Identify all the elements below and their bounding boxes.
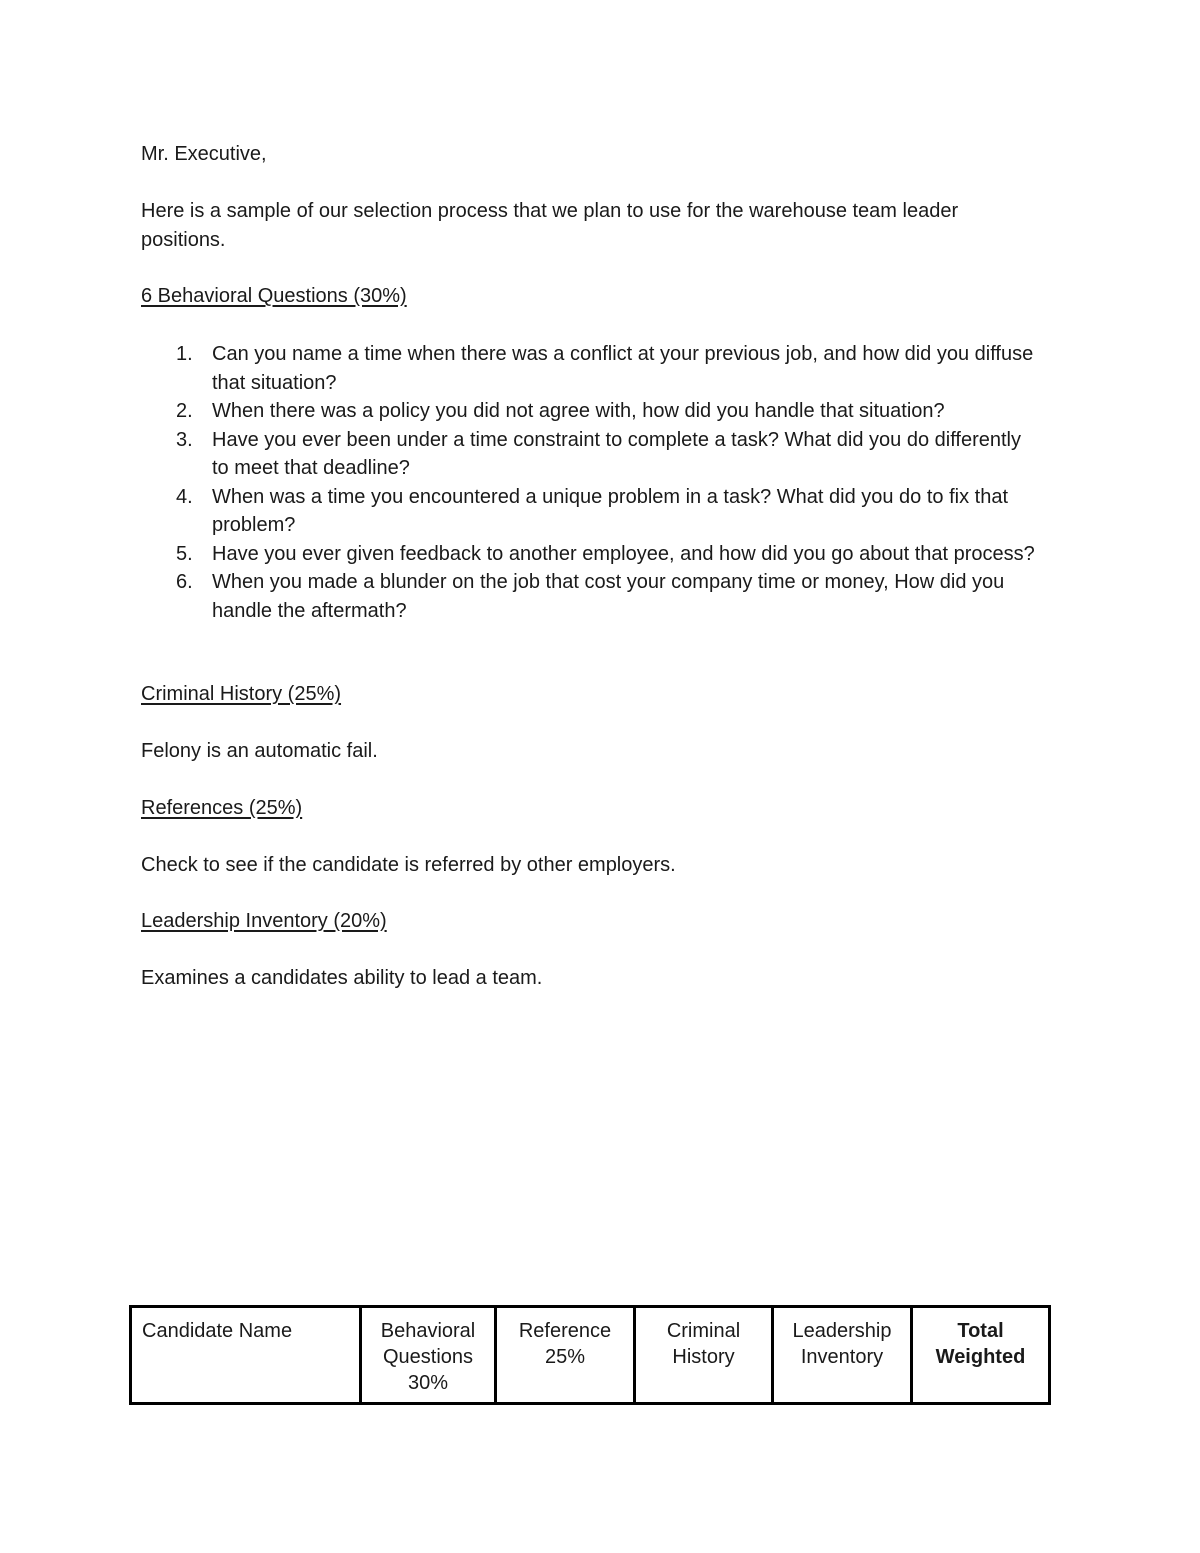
salutation: Mr. Executive, (141, 143, 267, 165)
question-text: When there was a policy you did not agree with, how did you handle that situation? (212, 400, 945, 422)
references-text: Check to see if the candidate is referred by other employers. (141, 854, 676, 876)
question-text: Have you ever given feedback to another employee, and how did you go about that process? (212, 542, 1035, 565)
criminal-text: Felony is an automatic fail. (141, 740, 378, 762)
leadership-text: Examines a candidates ability to lead a team. (141, 967, 543, 989)
question-item (141, 568, 1041, 625)
header-candidate-name: Candidate Name (131, 1307, 361, 1404)
question-item (141, 397, 1041, 426)
header-reference: Reference 25% (496, 1307, 635, 1404)
question-text: Have you ever been under a time constraint to complete a task? What did you do differently to meet that deadline? (212, 428, 1021, 479)
behavioral-heading (141, 282, 1041, 311)
question-item (141, 483, 1041, 540)
header-criminal-history: Criminal History (635, 1307, 773, 1404)
behavioral-questions-list (141, 340, 1041, 625)
references-heading (141, 794, 1041, 823)
header-behavioral-questions: Behavioral Questions 30% (361, 1307, 496, 1404)
question-item (141, 340, 1041, 397)
table-header-row (131, 1307, 1050, 1404)
question-text: When was a time you encountered a unique problem in a task? What did you do to fix that problem? (212, 485, 1009, 536)
question-item (141, 426, 1041, 483)
leadership-heading (141, 907, 1041, 936)
leadership-heading-text: Leadership Inventory (20%) (141, 910, 387, 932)
question-item (141, 540, 1041, 569)
question-number: 1. (176, 343, 193, 365)
candidate-score-table (129, 1305, 1051, 1405)
behavioral-heading-text: 6 Behavioral Questions (30%) (141, 285, 407, 307)
question-text: Can you name a time when there was a conflict at your previous job, and how did you diffuse that situation? (212, 343, 1034, 394)
question-number: 3. (176, 428, 193, 451)
criminal-heading-text: Criminal History (25%) (141, 683, 342, 705)
header-total-weighted: Total Weighted (912, 1307, 1050, 1404)
question-number: 2. (176, 400, 193, 422)
question-number: 6. (176, 571, 193, 593)
criminal-heading (141, 680, 1041, 709)
intro-paragraph: Here is a sample of our selection process that we plan to use for the warehouse team leader positions. (141, 200, 959, 251)
references-heading-text: References (25%) (141, 797, 303, 819)
header-leadership-inventory: Leadership Inventory (773, 1307, 912, 1404)
question-text: When you made a blunder on the job that cost your company time or money, How did you handle the aftermath? (212, 571, 1005, 622)
question-number: 5. (176, 542, 193, 565)
question-number: 4. (176, 485, 193, 508)
